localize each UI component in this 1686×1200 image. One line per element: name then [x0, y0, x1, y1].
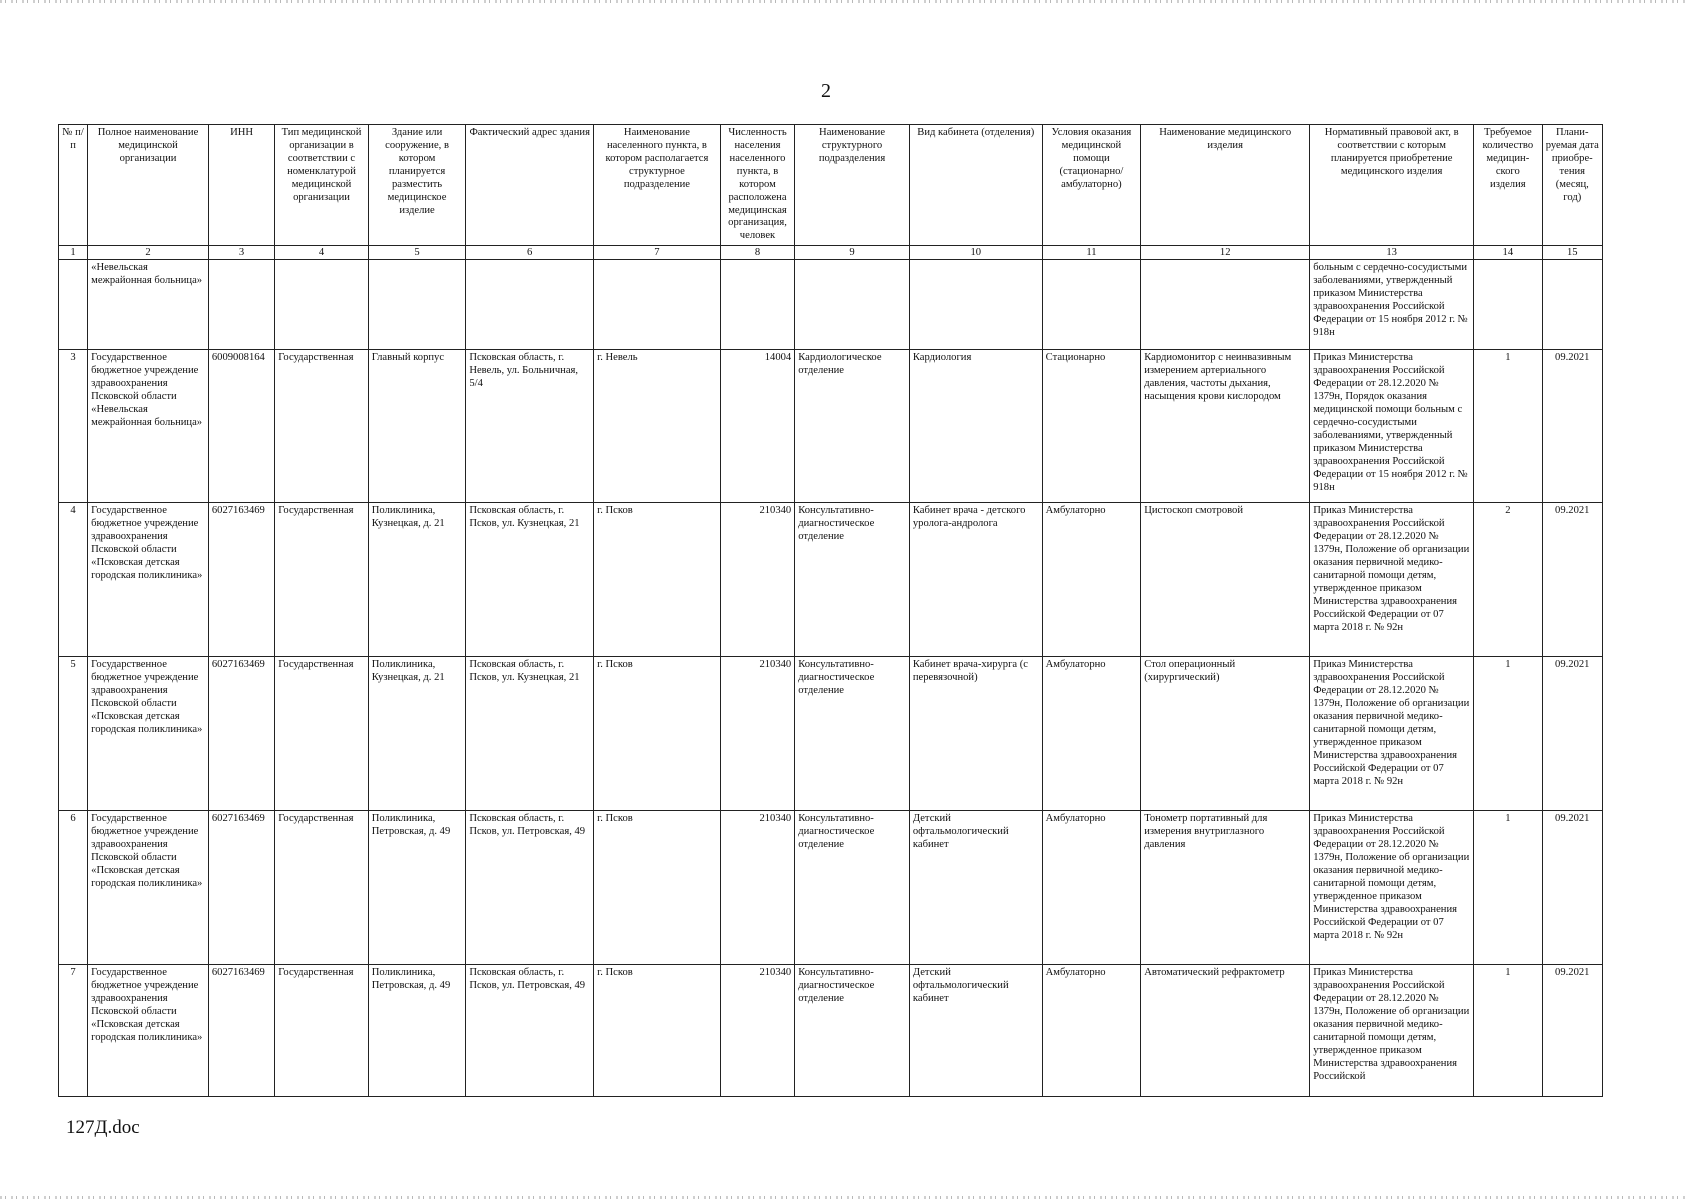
cell-conditions: Амбулаторно — [1042, 503, 1141, 657]
cell-locality: г. Псков — [594, 657, 721, 811]
table-row — [59, 503, 1603, 657]
cell-num: 4 — [59, 503, 88, 657]
cell-date — [1542, 260, 1602, 350]
cell-device — [1141, 260, 1310, 350]
column-number: 13 — [1310, 246, 1474, 260]
cell-building: Главный корпус — [368, 350, 466, 503]
column-number: 14 — [1474, 246, 1542, 260]
cell-locality: г. Псков — [594, 965, 721, 1097]
cell-unit: Консультативно-диагностическое отделение — [795, 965, 910, 1097]
cell-device: Тонометр портативный для измерения внутриглазного давления — [1141, 811, 1310, 965]
cell-conditions — [1042, 260, 1141, 350]
header-col-13: Нормативный правовой акт, в соответствии с которым планируется приобретение медицинского изделия — [1310, 125, 1474, 246]
cell-num: 7 — [59, 965, 88, 1097]
table-row — [59, 657, 1603, 811]
cell-unit — [795, 260, 910, 350]
header-row — [59, 125, 1603, 246]
cell-unit: Консультативно-диагностическое отделение — [795, 657, 910, 811]
cell-qty: 1 — [1474, 657, 1542, 811]
cell-act: Приказ Министерства здравоохранения Российской Федерации от 28.12.2020 № 1379н, Положение об организации оказания первичной медико-санитарной помощи детям, утвержденное приказом Министерства здравоохранения Российской Федерации от 07 марта 2018 г. № 92н — [1310, 503, 1474, 657]
cell-address — [466, 260, 594, 350]
cell-qty: 1 — [1474, 811, 1542, 965]
cell-date: 09.2021 — [1542, 503, 1602, 657]
cell-act: Приказ Министерства здравоохранения Российской Федерации от 28.12.2020 № 1379н, Положение об организации оказания первичной медико-санитарной помощи детям, утвержденное приказом Министерства здравоохранения Российской Федерации от 07 марта 2018 г. № 92н — [1310, 811, 1474, 965]
cell-date: 09.2021 — [1542, 657, 1602, 811]
cell-building: Поликлиника, Кузнецкая, д. 21 — [368, 657, 466, 811]
cell-type: Государственная — [275, 965, 369, 1097]
header-col-4: Тип медицинской организации в соответствии с номенклатурой медицинской организации — [275, 125, 369, 246]
cell-conditions: Стационарно — [1042, 350, 1141, 503]
column-number: 2 — [88, 246, 209, 260]
cell-inn — [208, 260, 274, 350]
cell-org: Государственное бюджетное учреждение здравоохранения Псковской области «Псковская детская городская поликлиника» — [88, 657, 209, 811]
cell-org: Государственное бюджетное учреждение здравоохранения Псковской области «Невельская межрайонная больница» — [88, 350, 209, 503]
cell-num — [59, 260, 88, 350]
column-number: 15 — [1542, 246, 1602, 260]
column-number: 8 — [720, 246, 794, 260]
cell-unit: Кардиологическое отделение — [795, 350, 910, 503]
cell-building — [368, 260, 466, 350]
cell-date: 09.2021 — [1542, 965, 1602, 1097]
column-number: 7 — [594, 246, 721, 260]
cell-cabinet: Кабинет врача-хирурга (с перевязочной) — [909, 657, 1042, 811]
header-col-1: № п/п — [59, 125, 88, 246]
cell-cabinet — [909, 260, 1042, 350]
cell-conditions: Амбулаторно — [1042, 811, 1141, 965]
cell-inn: 6027163469 — [208, 503, 274, 657]
cell-building: Поликлиника, Петровская, д. 49 — [368, 965, 466, 1097]
cell-qty: 1 — [1474, 350, 1542, 503]
header-col-7: Наименование населенного пункта, в котором располагается структурное подразделение — [594, 125, 721, 246]
column-number: 11 — [1042, 246, 1141, 260]
cell-locality: г. Псков — [594, 503, 721, 657]
cell-org: Государственное бюджетное учреждение здравоохранения Псковской области «Псковская детская городская поликлиника» — [88, 965, 209, 1097]
continuation-row — [59, 260, 1603, 350]
cell-locality: г. Невель — [594, 350, 721, 503]
cell-org: Государственное бюджетное учреждение здравоохранения Псковской области «Псковская детская городская поликлиника» — [88, 811, 209, 965]
scan-edge-top — [0, 0, 1686, 3]
header-col-12: Наименование медицинского изделия — [1141, 125, 1310, 246]
cell-qty: 2 — [1474, 503, 1542, 657]
cell-device: Стол операционный (хирургический) — [1141, 657, 1310, 811]
cell-address: Псковская область, г. Псков, ул. Петровская, 49 — [466, 965, 594, 1097]
cell-device: Автоматический рефрактометр — [1141, 965, 1310, 1097]
cell-org: Государственное бюджетное учреждение здравоохранения Псковской области «Псковская детская городская поликлиника» — [88, 503, 209, 657]
cell-date: 09.2021 — [1542, 350, 1602, 503]
column-number: 1 — [59, 246, 88, 260]
table-row — [59, 811, 1603, 965]
cell-qty — [1474, 260, 1542, 350]
column-number: 9 — [795, 246, 910, 260]
cell-building: Поликлиника, Кузнецкая, д. 21 — [368, 503, 466, 657]
cell-population: 14004 — [720, 350, 794, 503]
cell-num: 3 — [59, 350, 88, 503]
header-col-8: Численность населения населенного пункта, в котором расположена медицинская организация, человек — [720, 125, 794, 246]
cell-qty: 1 — [1474, 965, 1542, 1097]
column-number: 5 — [368, 246, 466, 260]
cell-inn: 6027163469 — [208, 811, 274, 965]
footer-filename: 127Д.doc — [66, 1117, 140, 1138]
column-number: 4 — [275, 246, 369, 260]
cell-act: Приказ Министерства здравоохранения Российской Федерации от 28.12.2020 № 1379н, Порядок оказания медицинской помощи больным с сердечно-сосудистыми заболеваниями, утвержденный приказом Министерства здравоохранения Российской Федерации от 15 ноября 2012 г. № 918н — [1310, 350, 1474, 503]
cell-inn: 6027163469 — [208, 965, 274, 1097]
table-row — [59, 350, 1603, 503]
cell-cabinet: Кардиология — [909, 350, 1042, 503]
cell-device: Цистоскоп смотровой — [1141, 503, 1310, 657]
column-number-row — [59, 246, 1603, 260]
header-col-2: Полное наименование медицинской организации — [88, 125, 209, 246]
cell-locality — [594, 260, 721, 350]
cell-unit: Консультативно-диагностическое отделение — [795, 811, 910, 965]
cell-act: больным с сердечно-сосудистыми заболеваниями, утвержденный приказом Министерства здравоохранения Российской Федерации от 15 ноября 2012 г. № 918н — [1310, 260, 1474, 350]
cell-population: 210340 — [720, 657, 794, 811]
cell-population: 210340 — [720, 503, 794, 657]
column-number: 10 — [909, 246, 1042, 260]
header-col-15: Плани-руемая дата приобре-тения (месяц, год) — [1542, 125, 1602, 246]
header-col-9: Наименование структурного подразделения — [795, 125, 910, 246]
header-col-11: Условия оказания медицинской помощи (стационарно/ амбулаторно) — [1042, 125, 1141, 246]
cell-type: Государственная — [275, 503, 369, 657]
cell-type: Государственная — [275, 350, 369, 503]
column-number: 3 — [208, 246, 274, 260]
cell-cabinet: Детский офтальмологический кабинет — [909, 965, 1042, 1097]
cell-type — [275, 260, 369, 350]
table-row — [59, 965, 1603, 1097]
equipment-table — [58, 124, 1603, 1097]
header-col-3: ИНН — [208, 125, 274, 246]
cell-conditions: Амбулаторно — [1042, 965, 1141, 1097]
cell-population — [720, 260, 794, 350]
header-col-10: Вид кабинета (отделения) — [909, 125, 1042, 246]
header-col-14: Требуемое количество медицин-ского изделия — [1474, 125, 1542, 246]
cell-address: Псковская область, г. Псков, ул. Кузнецкая, 21 — [466, 657, 594, 811]
cell-type: Государственная — [275, 811, 369, 965]
column-number: 6 — [466, 246, 594, 260]
cell-population: 210340 — [720, 965, 794, 1097]
cell-cabinet: Кабинет врача - детского уролога-андролога — [909, 503, 1042, 657]
header-col-6: Фактический адрес здания — [466, 125, 594, 246]
page-number: 2 — [821, 80, 831, 102]
cell-act: Приказ Министерства здравоохранения Российской Федерации от 28.12.2020 № 1379н, Положение об организации оказания первичной медико-санитарной помощи детям, утвержденное приказом Министерства здравоохранения Российской — [1310, 965, 1474, 1097]
cell-inn: 6027163469 — [208, 657, 274, 811]
cell-date: 09.2021 — [1542, 811, 1602, 965]
cell-num: 5 — [59, 657, 88, 811]
cell-cabinet: Детский офтальмологический кабинет — [909, 811, 1042, 965]
cell-address: Псковская область, г. Невель, ул. Больничная, 5/4 — [466, 350, 594, 503]
cell-act: Приказ Министерства здравоохранения Российской Федерации от 28.12.2020 № 1379н, Положение об организации оказания первичной медико-санитарной помощи детям, утвержденное приказом Министерства здравоохранения Российской Федерации от 07 марта 2018 г. № 92н — [1310, 657, 1474, 811]
cell-building: Поликлиника, Петровская, д. 49 — [368, 811, 466, 965]
header-col-5: Здание или сооружение, в котором планируется разместить медицинское изделие — [368, 125, 466, 246]
cell-conditions: Амбулаторно — [1042, 657, 1141, 811]
cell-address: Псковская область, г. Псков, ул. Петровская, 49 — [466, 811, 594, 965]
cell-num: 6 — [59, 811, 88, 965]
cell-unit: Консультативно-диагностическое отделение — [795, 503, 910, 657]
column-number: 12 — [1141, 246, 1310, 260]
cell-locality: г. Псков — [594, 811, 721, 965]
cell-type: Государственная — [275, 657, 369, 811]
cell-population: 210340 — [720, 811, 794, 965]
cell-device: Кардиомонитор с неинвазивным измерением артериального давления, частоты дыхания, насыщения крови кислородом — [1141, 350, 1310, 503]
cell-address: Псковская область, г. Псков, ул. Кузнецкая, 21 — [466, 503, 594, 657]
cell-org: «Невельская межрайонная больница» — [88, 260, 209, 350]
scan-edge-bottom — [0, 1196, 1686, 1199]
cell-inn: 6009008164 — [208, 350, 274, 503]
